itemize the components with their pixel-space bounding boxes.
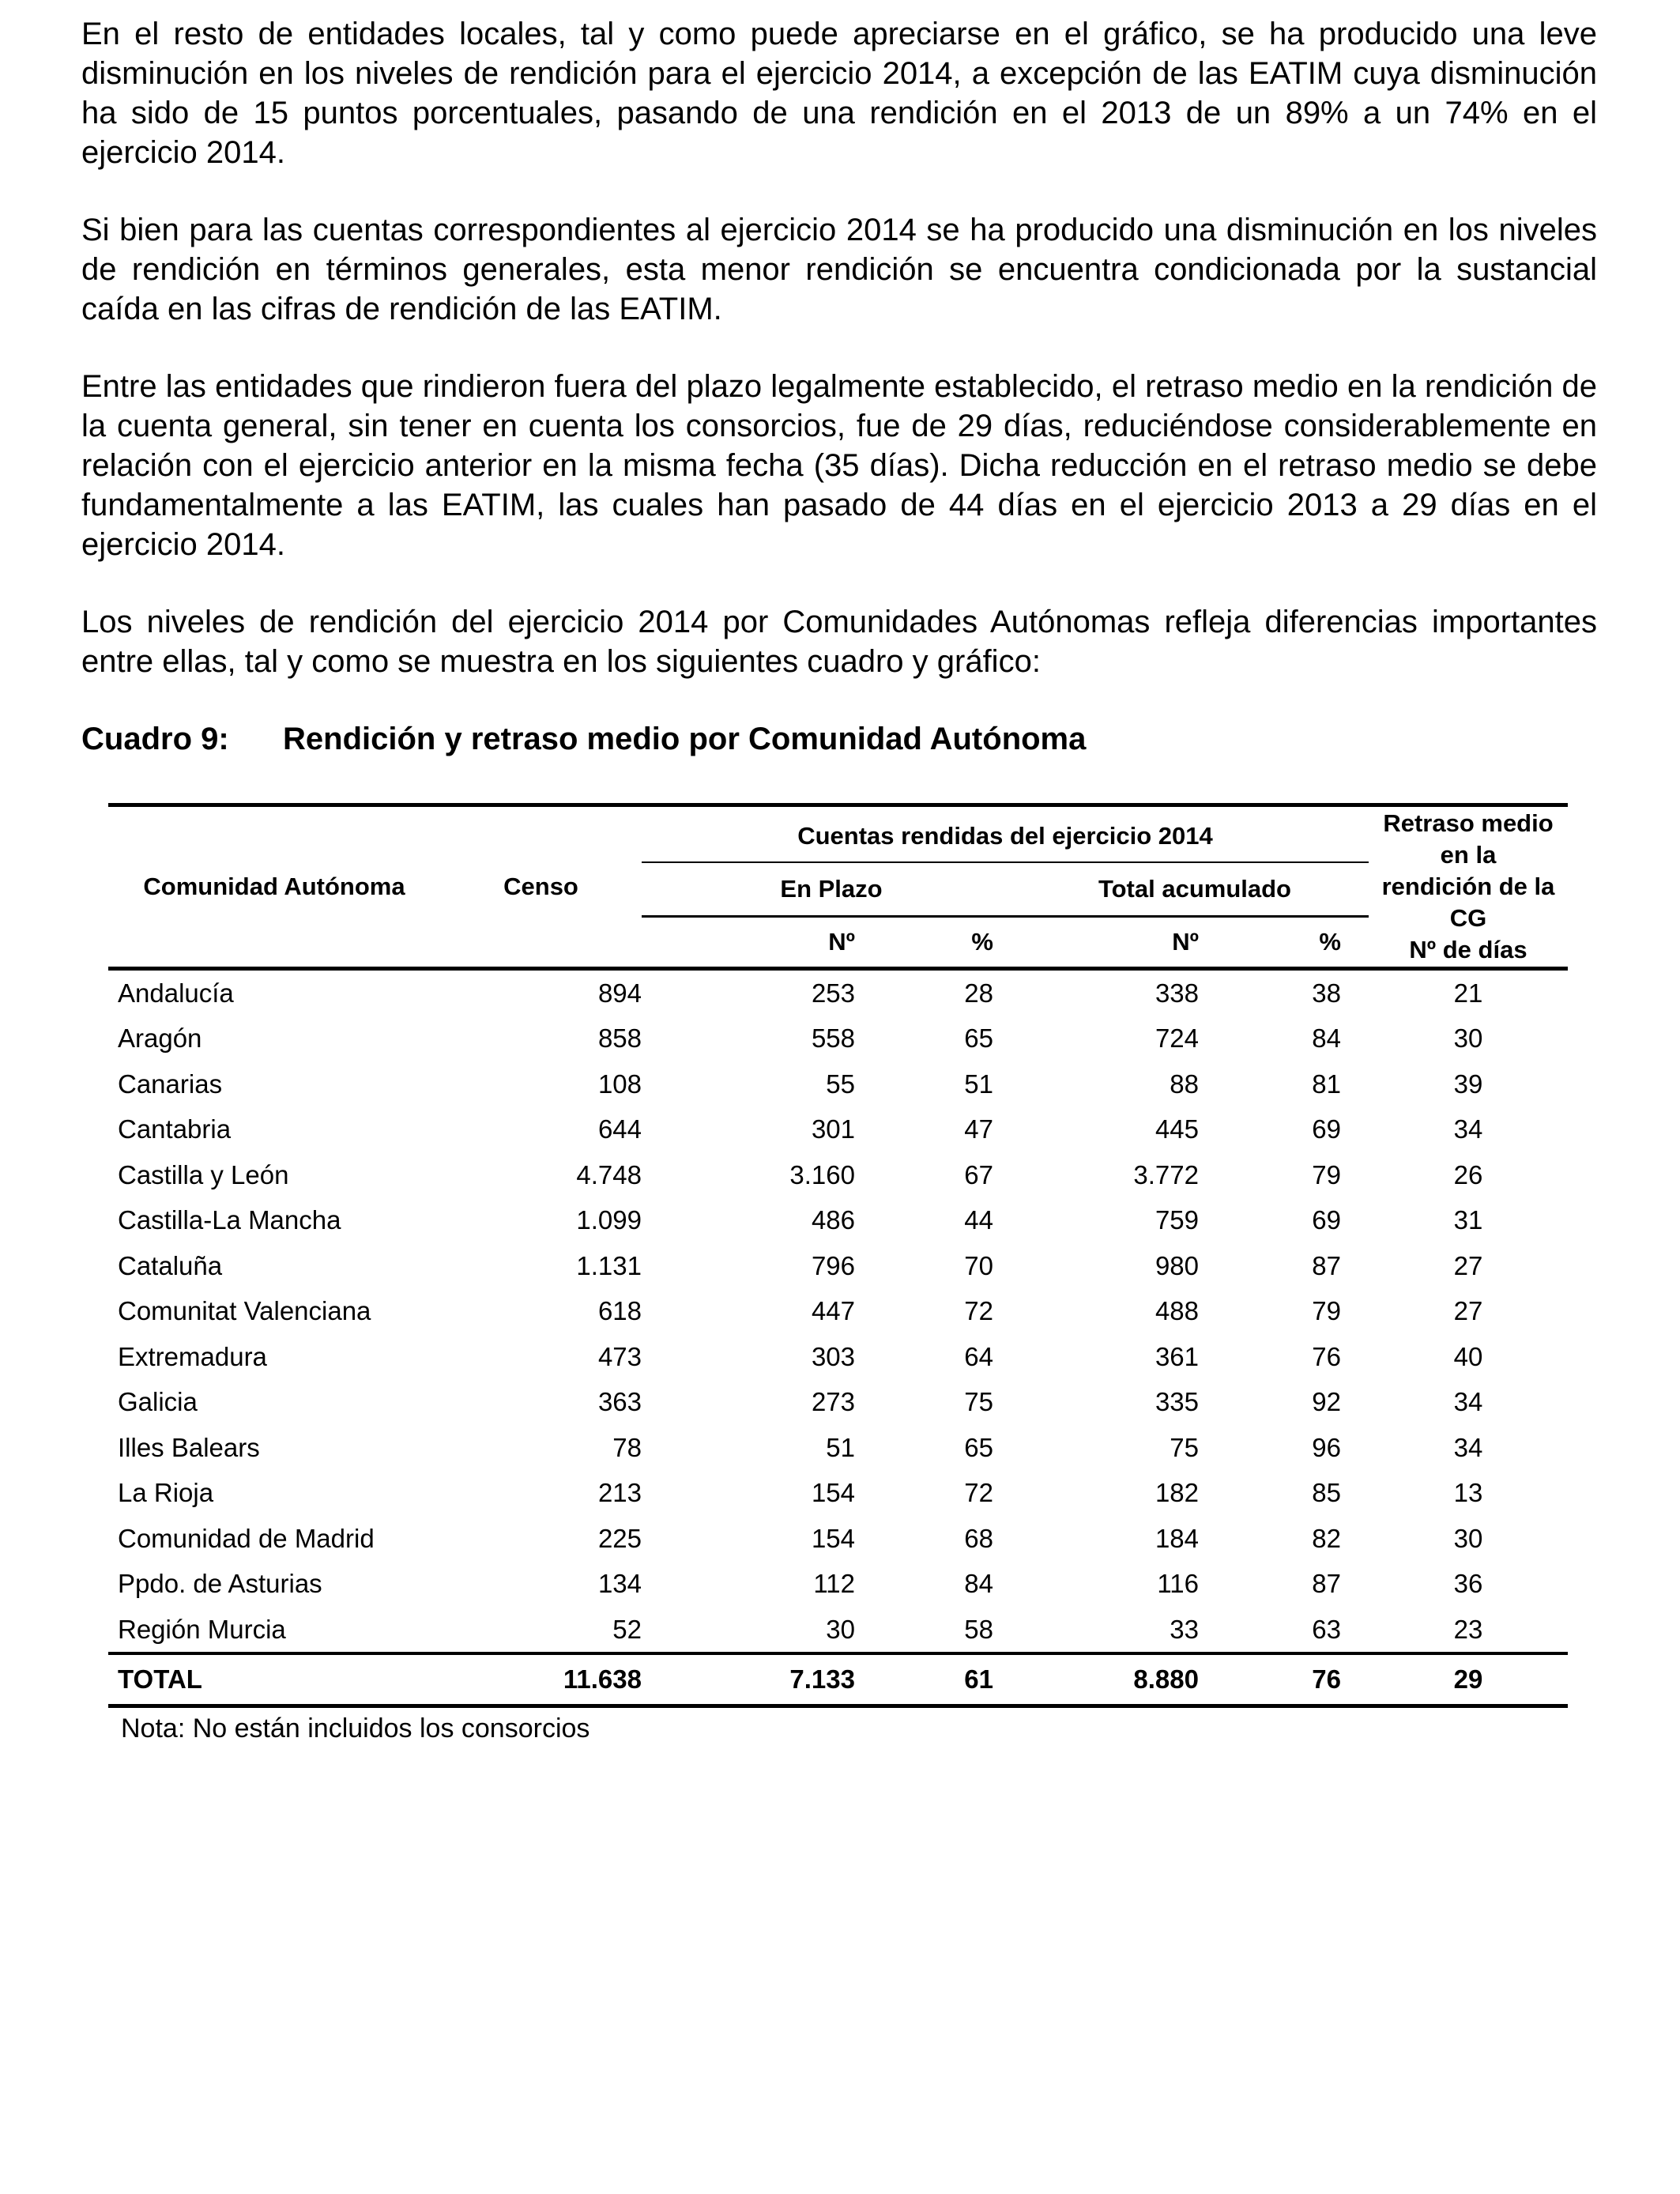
cell-total-pct: 87: [1312, 1569, 1341, 1598]
cell-en-plazo-n: 796: [811, 1250, 855, 1280]
header-en-plazo: En Plazo: [642, 862, 1021, 916]
caption-title: Rendición y retraso medio por Comunidad Autónoma: [283, 722, 1087, 756]
cell-en-plazo-n: 55: [826, 1069, 855, 1099]
header-censo: Censo: [503, 872, 578, 900]
cell-en-plazo-pct: 51: [964, 1069, 993, 1099]
cell-en-plazo-pct: 61: [964, 1664, 993, 1694]
cell-total-pct: 87: [1312, 1250, 1341, 1280]
cell-total-pct: 96: [1312, 1432, 1341, 1462]
cell-comunidad: Comunitat Valenciana: [118, 1296, 371, 1325]
cell-censo: 108: [597, 1069, 642, 1099]
cell-censo: 52: [612, 1614, 642, 1644]
cell-censo: 1.131: [576, 1250, 642, 1280]
cell-total-pct: 79: [1312, 1296, 1341, 1325]
cell-total-n: 3.772: [1133, 1159, 1199, 1189]
cell-total-n: 488: [1155, 1296, 1199, 1325]
header-cuentas-rendidas: Cuentas rendidas del ejercicio 2014: [642, 807, 1369, 862]
cell-en-plazo-pct: 64: [964, 1341, 993, 1371]
cell-total-pct: 81: [1312, 1069, 1341, 1099]
cell-en-plazo-n: 447: [811, 1296, 855, 1325]
cell-en-plazo-pct: 58: [964, 1614, 993, 1644]
paragraph: Los niveles de rendición del ejercicio 2014 por Comunidades Autónomas refleja diferencias importantes entre ellas, tal y como se muestra en los siguientes cuadro y gráfico:: [81, 605, 1597, 679]
cell-censo: 213: [597, 1478, 642, 1507]
cell-en-plazo-pct: 68: [964, 1523, 993, 1553]
cell-retraso: 13: [1453, 1478, 1483, 1507]
cell-retraso: 23: [1453, 1614, 1483, 1644]
cell-comunidad: TOTAL: [118, 1664, 202, 1694]
cell-en-plazo-pct: 28: [964, 978, 993, 1008]
cell-comunidad: La Rioja: [118, 1478, 214, 1507]
cell-total-pct: 84: [1312, 1023, 1341, 1053]
cell-total-pct: 76: [1312, 1664, 1341, 1694]
table-row: [108, 1425, 1568, 1471]
cell-retraso: 34: [1453, 1432, 1483, 1462]
cell-censo: 644: [597, 1114, 642, 1144]
cell-total-pct: 69: [1312, 1205, 1341, 1235]
table-row: [108, 1243, 1568, 1289]
cell-total-pct: 85: [1312, 1478, 1341, 1507]
cell-total-n: 980: [1155, 1250, 1199, 1280]
paragraph: Si bien para las cuentas correspondientes al ejercicio 2014 se ha producido una disminución en los niveles de rendición en términos generales, esta menor rendición se encuentra condicionada por la sustancial caída en las cifras de rendición de las EATIM.: [81, 213, 1597, 326]
table-row: [108, 1016, 1568, 1061]
cell-total-n: 338: [1155, 978, 1199, 1008]
cell-en-plazo-pct: 84: [964, 1569, 993, 1598]
header-retraso-line: rendición de la CG: [1381, 872, 1555, 932]
cell-comunidad: Aragón: [118, 1023, 202, 1053]
cell-total-pct: 79: [1312, 1159, 1341, 1189]
cell-censo: 894: [597, 978, 642, 1008]
header-retraso-line: Retraso medio en la: [1383, 809, 1554, 869]
table-row: [108, 1288, 1568, 1334]
table-row: [108, 1470, 1568, 1516]
cell-censo: 363: [597, 1387, 642, 1416]
cell-retraso: 34: [1453, 1114, 1483, 1144]
cell-retraso: 27: [1453, 1250, 1483, 1280]
cell-retraso: 29: [1453, 1664, 1483, 1694]
cell-comunidad: Cantabria: [118, 1114, 232, 1144]
cell-censo: 78: [612, 1432, 642, 1462]
table-row: [108, 1106, 1568, 1152]
cell-censo: 225: [597, 1523, 642, 1553]
cell-retraso: 30: [1453, 1523, 1483, 1553]
header-total-pct: %: [1319, 927, 1341, 956]
caption-number: Cuadro 9:: [81, 722, 229, 756]
cell-comunidad: Andalucía: [118, 978, 234, 1008]
cell-comunidad: Ppdo. de Asturias: [118, 1569, 322, 1598]
cell-en-plazo-n: 486: [811, 1205, 855, 1235]
cell-retraso: 21: [1453, 978, 1483, 1008]
cell-total-n: 75: [1170, 1432, 1199, 1462]
cell-total-n: 361: [1155, 1341, 1199, 1371]
table-header: [108, 805, 1568, 971]
cell-en-plazo-n: 301: [811, 1114, 855, 1144]
cell-retraso: 27: [1453, 1296, 1483, 1325]
cell-censo: 11.638: [563, 1664, 642, 1694]
cell-en-plazo-pct: 47: [964, 1114, 993, 1144]
header-retraso-line: Nº de días: [1409, 935, 1527, 963]
cell-en-plazo-n: 112: [813, 1569, 855, 1598]
cell-comunidad: Illes Balears: [118, 1432, 260, 1462]
cell-total-n: 33: [1170, 1614, 1199, 1644]
paragraph: Entre las entidades que rindieron fuera del plazo legalmente establecido, el retraso medio en la rendición de la cuenta general, sin tener en cuenta los consorcios, fue de 29 días, reduciéndose considerablemente en relación con el ejercicio anterior en la misma fecha (35 días). Dicha reducción en el retraso medio se debe fundamentalmente a las EATIM, las cuales han pasado de 44 días en el ejercicio 2013 a 29 días en el ejercicio 2014.: [81, 369, 1597, 562]
cell-en-plazo-n: 30: [826, 1614, 855, 1644]
cell-censo: 4.748: [576, 1159, 642, 1189]
cell-comunidad: Región Murcia: [118, 1614, 286, 1644]
data-table-container: [108, 803, 1568, 1708]
table-row: [108, 1379, 1568, 1425]
table-row: [108, 1334, 1568, 1380]
cell-en-plazo-n: 7.133: [789, 1664, 855, 1694]
cell-en-plazo-n: 558: [811, 1023, 855, 1053]
cell-retraso: 39: [1453, 1069, 1483, 1099]
header-total-acumulado: Total acumulado: [1021, 862, 1369, 916]
table-row: [108, 1607, 1568, 1654]
cell-total-pct: 76: [1312, 1341, 1341, 1371]
header-en-plazo-pct: %: [971, 927, 993, 956]
table-body: [108, 971, 1568, 1654]
cell-en-plazo-pct: 65: [964, 1023, 993, 1053]
cell-retraso: 30: [1453, 1023, 1483, 1053]
cell-total-n: 8.880: [1133, 1664, 1199, 1694]
data-table: [108, 803, 1568, 1708]
table-note: Nota: No están incluidos los consorcios: [121, 1713, 590, 1744]
cell-en-plazo-pct: 67: [964, 1159, 993, 1189]
cell-total-pct: 63: [1312, 1614, 1341, 1644]
cell-retraso: 31: [1453, 1205, 1483, 1235]
cell-en-plazo-n: 154: [811, 1478, 855, 1507]
table-footer: [108, 1653, 1568, 1706]
cell-en-plazo-pct: 44: [964, 1205, 993, 1235]
table-caption: [81, 719, 1086, 759]
cell-censo: 858: [597, 1023, 642, 1053]
header-total-n: Nº: [1172, 927, 1199, 956]
paragraph: En el resto de entidades locales, tal y como puede apreciarse en el gráfico, se ha producido una leve disminución en los niveles de rendición para el ejercicio 2014, a excepción de las EATIM cuya disminución ha sido de 15 puntos porcentuales, pasando de una rendición en el 2013 de un 89% a un 74% en el ejercicio 2014.: [81, 17, 1597, 170]
cell-en-plazo-n: 273: [811, 1387, 855, 1416]
cell-en-plazo-n: 253: [811, 978, 855, 1008]
header-retraso: [1369, 807, 1568, 968]
cell-en-plazo-n: 303: [811, 1341, 855, 1371]
cell-total-n: 445: [1155, 1114, 1199, 1144]
total-row: [108, 1653, 1568, 1706]
cell-censo: 473: [597, 1341, 642, 1371]
cell-en-plazo-n: 3.160: [789, 1159, 855, 1189]
table-row: [108, 1061, 1568, 1107]
cell-comunidad: Comunidad de Madrid: [118, 1523, 375, 1553]
cell-total-n: 184: [1155, 1523, 1199, 1553]
cell-total-n: 335: [1155, 1387, 1199, 1416]
header-en-plazo-n: Nº: [828, 927, 855, 956]
cell-comunidad: Castilla y León: [118, 1159, 289, 1189]
cell-en-plazo-pct: 70: [964, 1250, 993, 1280]
cell-censo: 1.099: [576, 1205, 642, 1235]
cell-en-plazo-pct: 72: [964, 1478, 993, 1507]
cell-total-pct: 38: [1312, 978, 1341, 1008]
cell-retraso: 40: [1453, 1341, 1483, 1371]
cell-comunidad: Canarias: [118, 1069, 223, 1099]
cell-en-plazo-n: 51: [826, 1432, 855, 1462]
cell-total-n: 724: [1155, 1023, 1199, 1053]
cell-retraso: 26: [1453, 1159, 1483, 1189]
body-text: [81, 14, 1597, 719]
table-row: [108, 1516, 1568, 1562]
table-row: [108, 1561, 1568, 1607]
table-row: [108, 1152, 1568, 1198]
cell-en-plazo-pct: 65: [964, 1432, 993, 1462]
cell-retraso: 34: [1453, 1387, 1483, 1416]
cell-retraso: 36: [1453, 1569, 1483, 1598]
cell-censo: 618: [597, 1296, 642, 1325]
cell-total-n: 759: [1155, 1205, 1199, 1235]
cell-comunidad: Cataluña: [118, 1250, 223, 1280]
cell-total-pct: 69: [1312, 1114, 1341, 1144]
table-row: [108, 1197, 1568, 1243]
cell-total-pct: 82: [1312, 1523, 1341, 1553]
cell-total-n: 116: [1157, 1569, 1199, 1598]
table-row: [108, 971, 1568, 1016]
cell-total-n: 182: [1155, 1478, 1199, 1507]
header-comunidad: Comunidad Autónoma: [143, 872, 405, 900]
cell-en-plazo-n: 154: [811, 1523, 855, 1553]
cell-en-plazo-pct: 75: [964, 1387, 993, 1416]
cell-total-n: 88: [1170, 1069, 1199, 1099]
cell-comunidad: Galicia: [118, 1387, 198, 1416]
cell-censo: 134: [597, 1569, 642, 1598]
cell-comunidad: Castilla-La Mancha: [118, 1205, 341, 1235]
cell-total-pct: 92: [1312, 1387, 1341, 1416]
cell-comunidad: Extremadura: [118, 1341, 267, 1371]
cell-en-plazo-pct: 72: [964, 1296, 993, 1325]
